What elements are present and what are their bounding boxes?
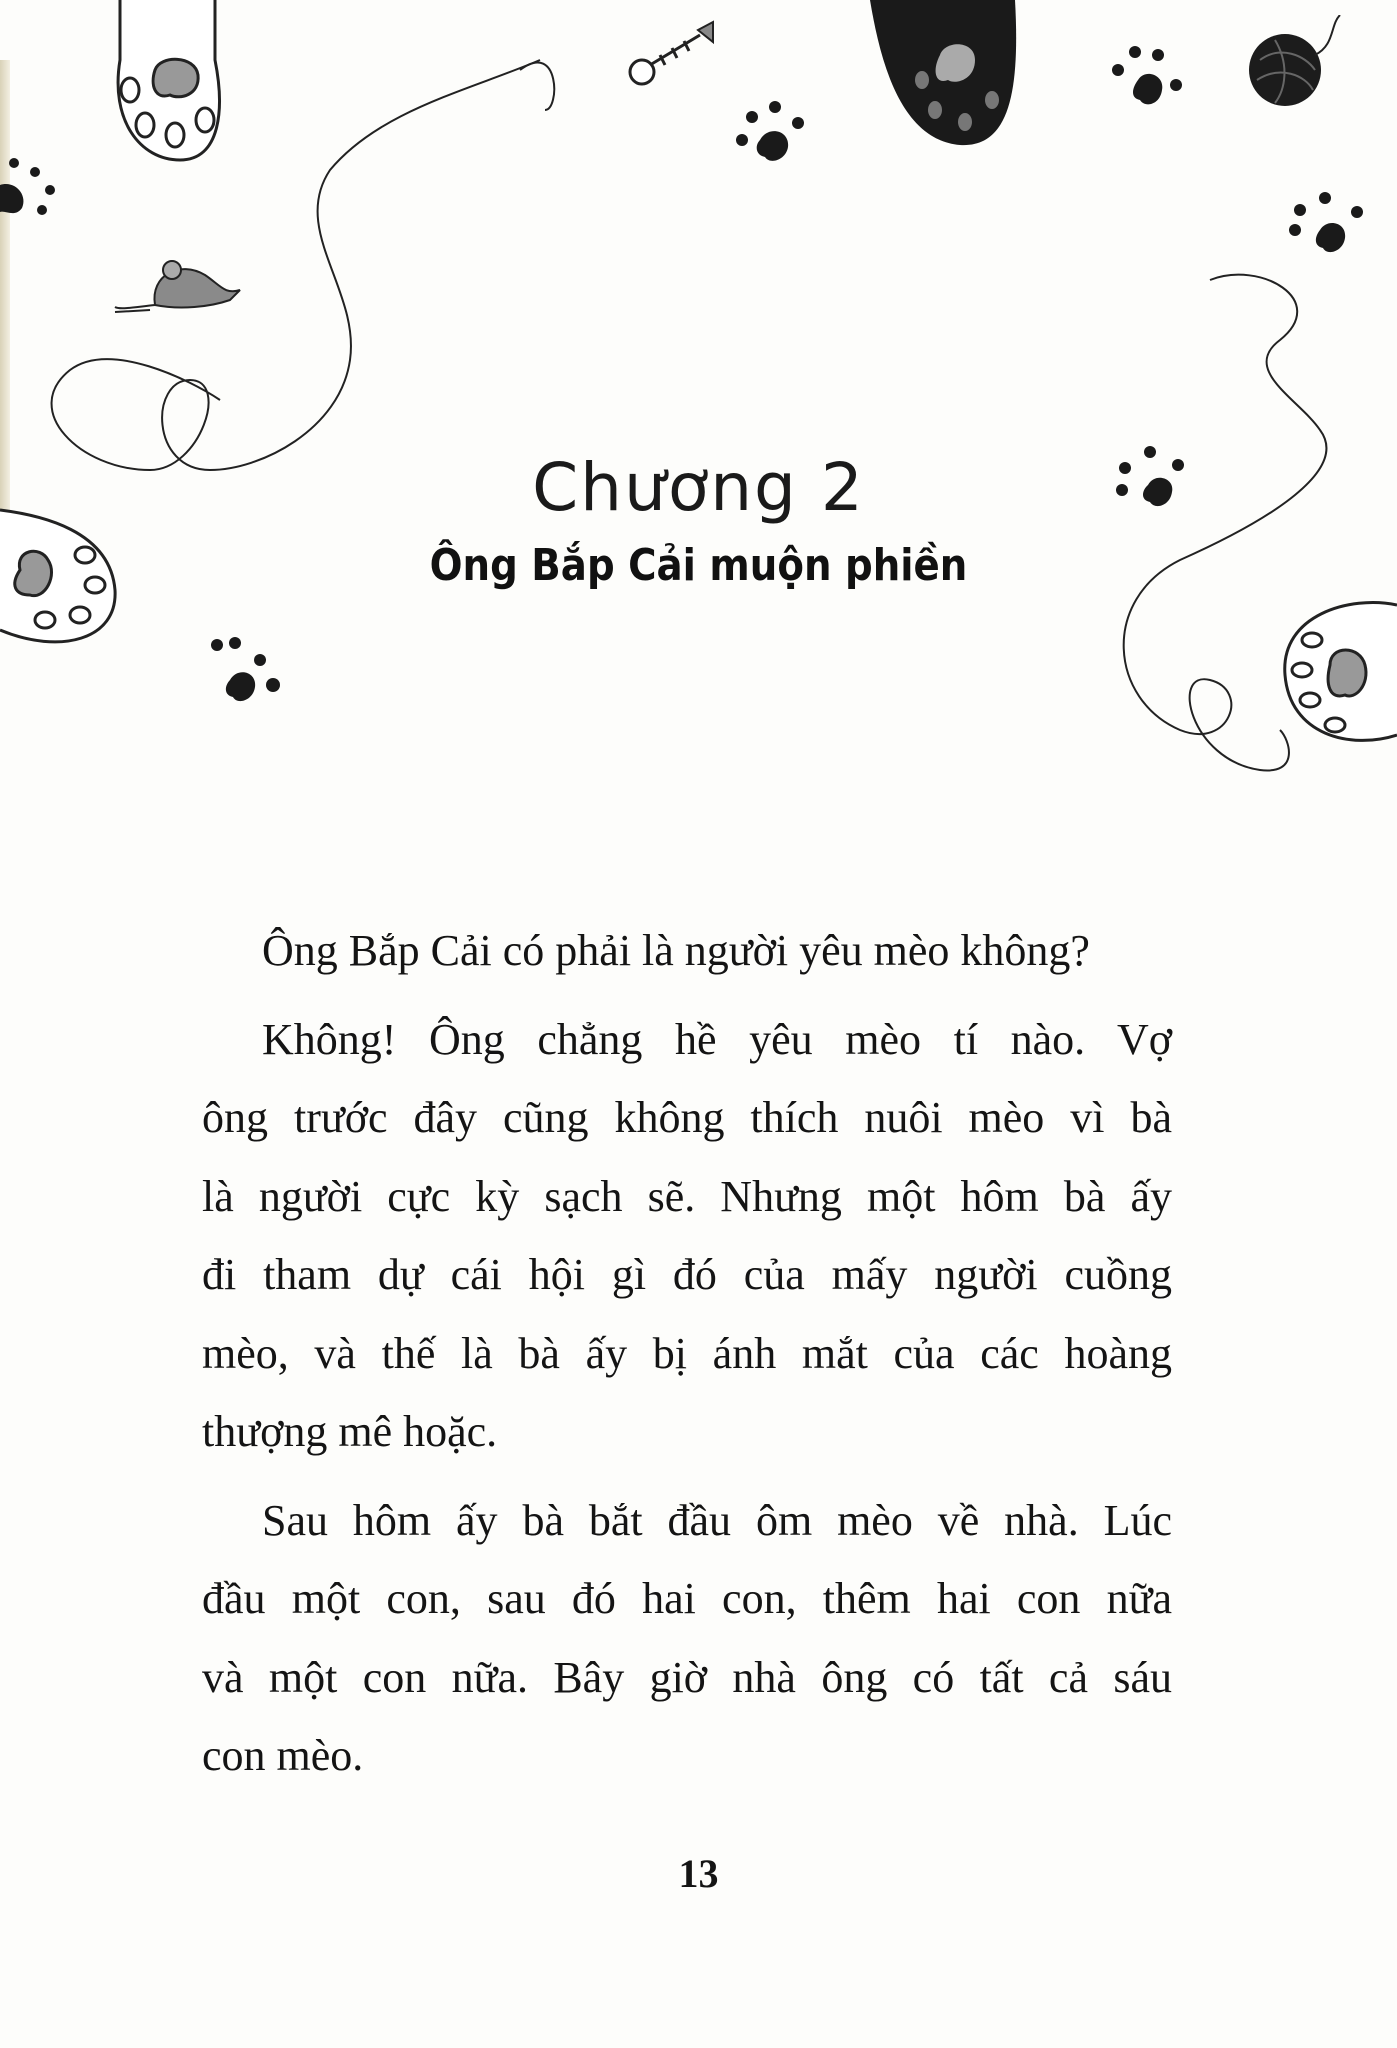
text-line: mèo, và thế là bà ấy bị ánh mắt của các hoàng xyxy=(202,1328,1172,1378)
chapter-title: Ông Bắp Cải muộn phiền xyxy=(429,540,968,591)
text-line: thượng mê hoặc. xyxy=(202,1407,498,1456)
text-line: là người cực kỳ sạch sẽ. Nhưng một hôm bà ấy xyxy=(202,1171,1172,1221)
yarn-ball-icon xyxy=(1245,15,1345,110)
text-line: con mèo. xyxy=(202,1731,364,1780)
text-line: đi tham dự cái hội gì đó của mấy người cuồng xyxy=(202,1250,1172,1299)
chapter-heading: Chương 2 xyxy=(532,449,865,527)
fish-bone-icon xyxy=(620,20,720,90)
paragraph xyxy=(202,1482,1172,1796)
paw-print-icon xyxy=(100,0,230,170)
paw-print-icon xyxy=(730,95,820,175)
text-line: ông trước đây cũng không thích nuôi mèo vì bà xyxy=(202,1093,1172,1142)
text-line: Không! Ông chẳng hề yêu mèo tí nào. Vợ xyxy=(262,1014,1172,1064)
paragraph xyxy=(202,1001,1172,1472)
mouse-toy-icon xyxy=(110,245,250,320)
text-line: đầu một con, sau đó hai con, thêm hai con nữa xyxy=(202,1574,1172,1623)
text-line: và một con nữa. Bây giờ nhà ông có tất cả sáu xyxy=(202,1652,1172,1702)
paw-print-icon xyxy=(1270,595,1397,755)
paragraph xyxy=(202,912,1172,991)
paw-print-icon xyxy=(1100,40,1190,120)
chapter-body xyxy=(202,912,1172,1796)
paw-print-icon xyxy=(0,150,70,230)
text-line: Sau hôm ấy bà bắt đầu ôm mèo về nhà. Lúc xyxy=(262,1495,1172,1545)
text-line: Ông Bắp Cải có phải là người yêu mèo không? xyxy=(262,926,1090,975)
paw-print-icon xyxy=(1285,190,1375,270)
paw-print-icon xyxy=(860,0,1030,150)
paw-print-icon xyxy=(205,635,295,715)
page-number: 13 xyxy=(678,1851,719,1896)
